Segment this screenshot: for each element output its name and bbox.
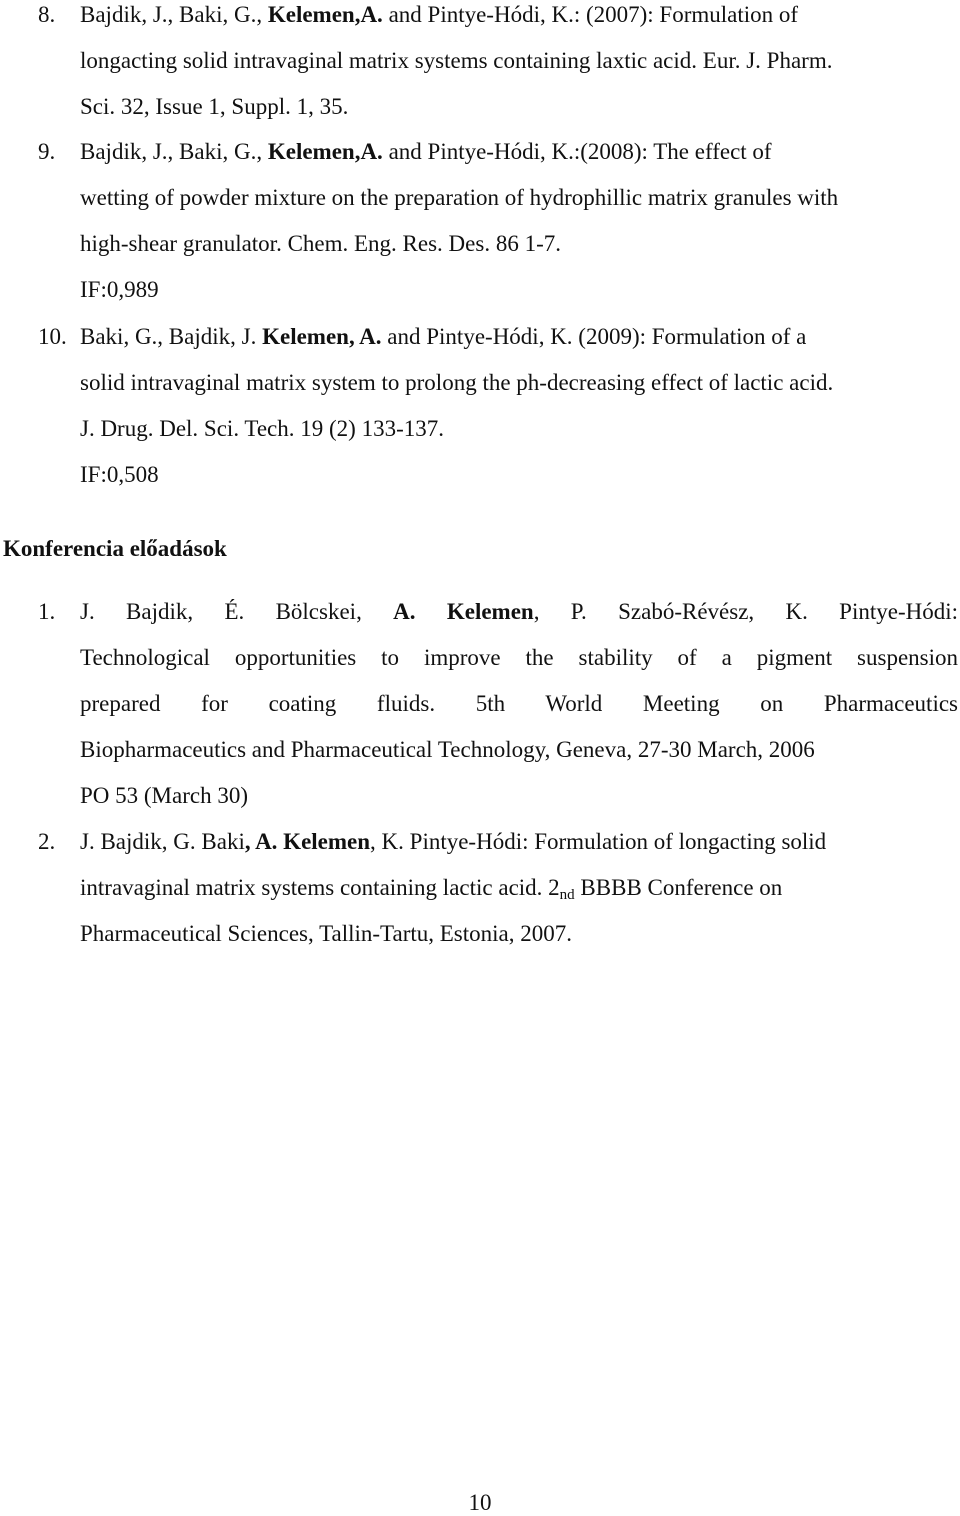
citation-line: Bajdik, J., Baki, G., Kelemen,A. and Pintye-Hódi, K.: (2007): Formulation of [80, 2, 799, 27]
item-number: 8. [38, 2, 56, 27]
citation-line: Bajdik, J., Baki, G., Kelemen,A. and Pintye-Hódi, K.:(2008): The effect of [80, 139, 772, 164]
citation-text [80, 0, 958, 130]
item-number: 1. [38, 599, 56, 624]
citation-line: solid intravaginal matrix system to prolong the ph-decreasing effect of lactic acid. [80, 370, 834, 395]
citation-line: Sci. 32, Issue 1, Suppl. 1, 35. [80, 94, 349, 119]
citation-text [80, 314, 958, 498]
citation-line: Biopharmaceutics and Pharmaceutical Technology, Geneva, 27-30 March, 2006 [80, 737, 815, 762]
citation-line: high-shear granulator. Chem. Eng. Res. Des. 86 1-7. [80, 231, 561, 256]
highlighted-author: Kelemen, A. [262, 324, 382, 349]
highlighted-author: Kelemen,A. [267, 139, 383, 164]
page-number: 10 [468, 1490, 492, 1515]
highlighted-author: A. Kelemen [393, 599, 534, 624]
citation-line: PO 53 (March 30) [80, 783, 248, 808]
impact-factor: IF:0,508 [80, 462, 159, 487]
citation-text [80, 819, 958, 957]
citation-line: Technological opportunities to improve the stability of a pigment suspension [80, 645, 958, 670]
citation-line: J. Bajdik, É. Bölcskei, A. Kelemen, P. Szabó-Révész, K. Pintye-Hódi: [80, 599, 959, 624]
item-number: 10. [38, 324, 67, 349]
citation-text [80, 589, 958, 819]
highlighted-author: Kelemen,A. [267, 2, 383, 27]
highlighted-author: , A. Kelemen [244, 829, 371, 854]
citation-line: prepared for coating fluids. 5th World Meeting on Pharmaceutics [80, 691, 958, 716]
citation-text [80, 129, 958, 313]
item-number: 9. [38, 139, 56, 164]
citation-line: longacting solid intravaginal matrix systems containing laxtic acid. Eur. J. Pharm. [80, 48, 833, 73]
citation-line: Baki, G., Bajdik, J. Kelemen, A. and Pintye-Hódi, K. (2009): Formulation of a [80, 324, 807, 349]
citation-line: intravaginal matrix systems containing lactic acid. $2_{nd}$ BBBB Conference on [80, 875, 783, 903]
section-heading: Konferencia előadások [3, 536, 227, 561]
citation-line: wetting of powder mixture on the preparation of hydrophillic matrix granules with [80, 185, 839, 210]
ordinal-suffix: nd [559, 887, 575, 903]
citation-line: Pharmaceutical Sciences, Tallin-Tartu, Estonia, 2007. [80, 921, 572, 946]
citation-line: J. Bajdik, G. Baki, A. Kelemen, K. Pintye-Hódi: Formulation of longacting solid [80, 829, 827, 854]
impact-factor: IF:0,989 [80, 277, 159, 302]
citation-line: J. Drug. Del. Sci. Tech. 19 (2) 133-137. [80, 416, 444, 441]
item-number: 2. [38, 829, 56, 854]
